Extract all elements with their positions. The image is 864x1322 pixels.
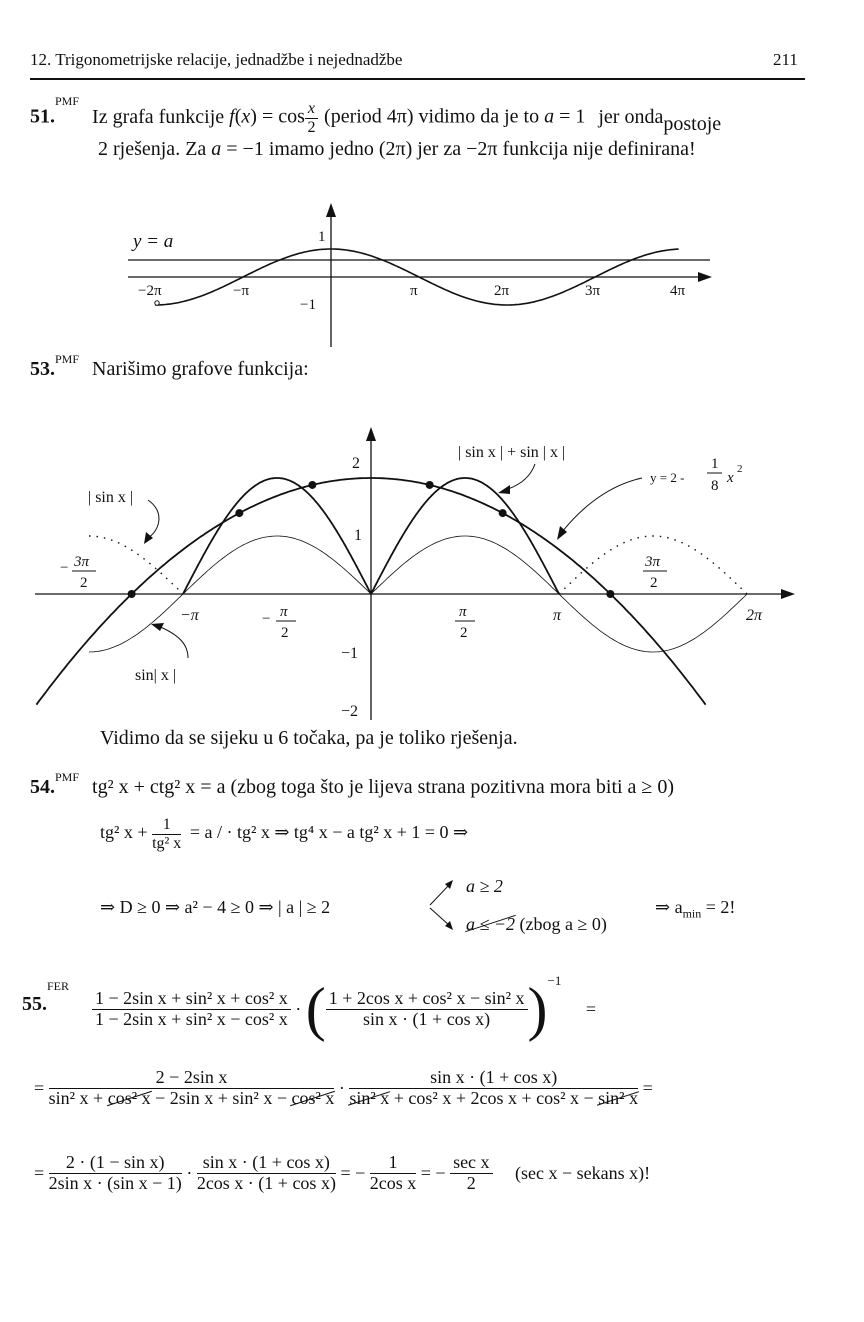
label-y-eq-a: y = a [133,231,174,252]
intersection-point-5 [499,509,507,517]
x-axis-arrow [781,589,795,599]
arrow-parabola [562,478,642,532]
svg-text:−: − [60,560,69,576]
problem-54-line1: 54.$^{PMF}$ tg² x + ctg² x = a (zbog toga što je lijeva strana pozitivna mora biti a ≥ 0) [30,770,675,798]
svg-text:3π: 3π [645,554,661,570]
branch-up: a ≥ 2 [466,876,503,896]
problem-55-line3: = $\frac{\text{2 · (1 − sin x)}}{\text{2sin x · (sin x − 1)}}$ · $\frac{\text{sin x · (1 + cos x)}}{\text{2cos x · (1 + cos x)}}$ = − $\frac{1}{\text{2cos x}}$ = − $\frac{\text{sec x}}{2}$ (sec x − sekans x)! [34,1152,651,1193]
page-number: 211 [773,50,798,69]
svg-text:π: π [280,604,288,620]
problem-55-line2: = $\frac{\text{2 − 2sin x}}{\text{sin² x + cos² x − 2sin x + sin² x − cos² x}}$ · $\frac{\text{sin x · (1 + cos x)}}{\text{sin² x + cos² x + 2cos x + cos² x − sin² x}}$ = [34,1067,653,1108]
intersection-point-4 [426,481,434,489]
header-rule [30,78,805,80]
tick-pi-2 [455,604,475,641]
svg-text:3π: 3π [74,554,90,570]
fraction: $\frac{x}{2}$ [305,100,318,136]
label-sin-abs-x: sin| x | [135,667,177,684]
problem-55-line1: $\frac{\text{1 − 2sin x + sin² x + cos² x}}{\text{1 − 2sin x + sin² x − cos² x}}$ · ( $\frac{\text{1 + 2cos x + cos² x − sin² x}}{\text{sin x · (1 + cos x)}}$ )$^{-1}$ = [92,975,596,1044]
fraction-5: $\frac{\text{2 · (1 − sin x)}}{\text{2sin x · (sin x − 1)}}$ [48,1152,182,1193]
problem-number: 53. [30,358,55,380]
fraction-8: $\frac{\text{sec x}}{2}$ [450,1153,492,1194]
svg-text:π: π [459,604,467,620]
tick-minus-pi-2 [262,604,296,641]
intersection-point-3 [308,481,316,489]
tick-minus-2pi: −2π [138,283,162,299]
svg-text:−: − [262,611,271,627]
source-tag: PMF [55,352,80,366]
svg-text:1: 1 [711,456,719,472]
x-tick-pi: π [553,607,562,624]
svg-text:2: 2 [80,575,88,591]
svg-text:2: 2 [737,463,743,475]
label-sum: | sin x | + sin | x | [458,444,566,461]
label-parabola: y = 2 - [650,470,685,485]
y-axis-arrow [326,203,336,217]
fraction-1: $\frac{\text{1 − 2sin x + sin² x + cos² x}}{\text{1 − 2sin x + sin² x − cos² x}}$ [92,989,291,1030]
problem-number: 51. [30,105,55,128]
intersection-point-2 [235,509,243,517]
intersection-point-1 [128,590,136,598]
x-tick-2pi: 2π [746,607,763,624]
source-tag: PMF [55,94,80,108]
fraction-2: $\frac{\text{1 + 2cos x + cos² x − sin² x}}{\text{sin x · (1 + cos x)}}$ [326,989,528,1030]
tick-2pi: 2π [494,283,510,299]
problem-53-conclusion: Vidimo da se sijeku u 6 točaka, pa je toliko rješenja. [100,727,518,749]
y-tick-minus-1: −1 [341,645,359,662]
y-tick-1: 1 [354,527,362,544]
open-endpoint [155,301,159,305]
problem-51-line2: 2 rješenja. Za a = −1 imamo jedno (2π) jer za −2π funkcija nije definirana! [98,138,696,160]
arrow-sin-abs [158,626,188,658]
fraction-7: $\frac{1}{\text{2cos x}}$ [369,1152,417,1193]
tick-3pi-2 [643,554,667,591]
tick-3pi: 3π [585,283,601,299]
svg-text:x: x [727,470,734,486]
label-abs-sin-x: | sin x | [88,489,134,506]
y-tick-2: 2 [352,455,360,472]
problem-53-line: 53.$^{PMF}$ Narišimo grafove funkcija: [30,352,309,380]
y-axis-arrow [366,427,376,441]
label-parabola-fraction [707,456,743,494]
arrow-abs-sin [148,500,159,538]
label-one: 1 [318,229,326,245]
tick-minus-3pi-2 [60,554,96,591]
branch-arrows [425,870,465,940]
svg-text:2: 2 [650,575,658,591]
intersection-point-6 [606,590,614,598]
fraction-6: $\frac{\text{sin x · (1 + cos x)}}{\text{2cos x · (1 + cos x)}}$ [196,1152,336,1193]
source-tag: PMF [55,770,80,784]
problem-54-result: ⇒ $a_{min} = 2$! [655,897,736,921]
svg-text:2: 2 [460,625,468,641]
label-minus-one: −1 [300,297,316,313]
problem-54-line2: tg² x + $\frac{1}{\text{tg² x}}$ = a / · tg² x ⇒ tg⁴ x − a tg² x + 1 = 0 ⇒ [100,816,469,852]
fraction-4: $\frac{\text{sin x · (1 + cos x)}}{\text{sin² x + cos² x + 2cos x + cos² x − sin² x}}$ [349,1067,639,1108]
graph-cos-half-x [0,195,864,355]
x-axis-arrow [698,272,712,282]
fraction-3: $\frac{\text{2 − 2sin x}}{\text{sin² x + cos² x − 2sin x + sin² x − cos² x}}$ [48,1067,335,1108]
svg-text:8: 8 [711,478,719,494]
branch-down: a ≤ −2 (zbog a ≥ 0) [466,914,607,934]
svg-text:2: 2 [281,625,289,641]
chapter-title: 12. Trigonometrijske relacije, jednadžbe i nejednadžbe [30,50,403,69]
tick-pi: π [410,283,418,299]
x-tick-minus-pi: −π [180,607,199,624]
graph-sin-functions [0,420,864,720]
tick-4pi: 4π [670,283,686,299]
problem-51-line1: 51.$^{PMF}$ Iz grafa funkcije f(x) = cos $\frac{x}{2}$ (period 4π) vidimo da je to a = 1 jer ondapostoje [30,94,722,136]
problem-number: 54. [30,776,55,798]
problem-54-line3: ⇒ D ≥ 0 ⇒ a² − 4 ≥ 0 ⇒ | a | ≥ 2 [100,897,331,917]
y-tick-minus-2: −2 [341,703,359,720]
problem-55-number: 55.$^{FER}$ [22,979,70,1015]
tick-minus-pi: −π [233,283,250,299]
